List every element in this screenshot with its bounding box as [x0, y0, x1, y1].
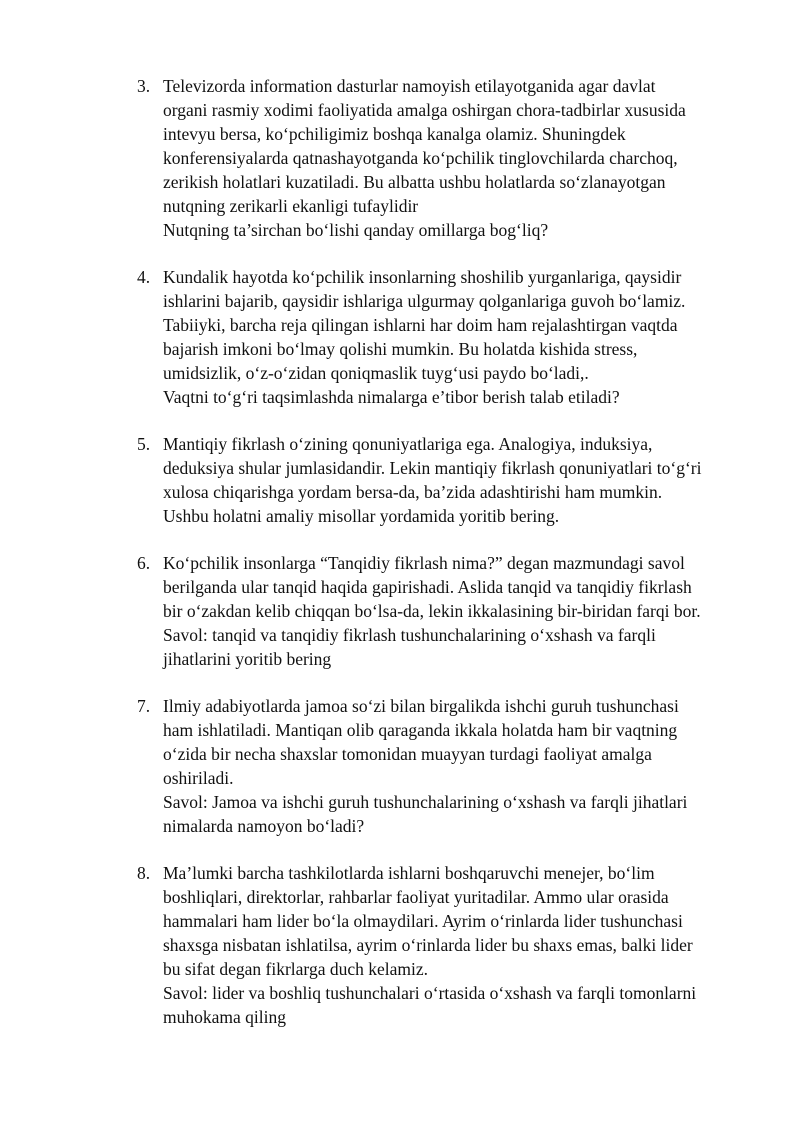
- text-line: nimalarda namoyon bo‘ladi?: [163, 816, 365, 836]
- text-line: ham ishlatiladi. Mantiqan olib qaraganda ikkala holatda ham bir vaqtning: [163, 720, 678, 740]
- text-line: zerikish holatlari kuzatiladi. Bu albatta ushbu holatlarda so‘zlanayotgan: [163, 172, 666, 192]
- text-line: Televizorda information dasturlar namoyish etilayotganida agar davlat: [163, 76, 656, 96]
- item-number: 3.: [137, 76, 151, 96]
- list-item: [137, 74, 757, 242]
- text-line: jihatlarini yoritib bering: [163, 649, 332, 669]
- item-text: [163, 861, 757, 1029]
- item-number: 4.: [137, 267, 151, 287]
- text-line: bajarish imkoni bo‘lmay qolishi mumkin. Bu holatda kishida stress,: [163, 339, 638, 359]
- text-line: Savol: Jamoa va ishchi guruh tushunchalarining o‘xshash va farqli jihatlari: [163, 792, 688, 812]
- item-text: [163, 432, 757, 528]
- text-line: berilganda ular tanqid haqida gapirishadi. Aslida tanqid va tanqidiy fikrlash: [163, 577, 692, 597]
- text-line: muhokama qiling: [163, 1007, 286, 1027]
- text-line: shaxsga nisbatan ishlatilsa, ayrim o‘rinlarda lider bu shaxs emas, balki lider: [163, 935, 693, 955]
- item-number: 8.: [137, 863, 151, 883]
- text-line: Kundalik hayotda ko‘pchilik insonlarning shoshilib yurganlariga, qaysidir: [163, 267, 682, 287]
- text-line: oshiriladi.: [163, 768, 234, 788]
- text-line: Tabiiyki, barcha reja qilingan ishlarni har doim ham rejalashtirgan vaqtda: [163, 315, 678, 335]
- item-text: [163, 694, 757, 838]
- text-line: bu sifat degan fikrlarga duch kelamiz.: [163, 959, 428, 979]
- list-item: [137, 265, 757, 409]
- item-number: 5.: [137, 434, 151, 454]
- text-line: nutqning zerikarli ekanligi tufaylidir: [163, 196, 419, 216]
- text-line: Ma’lumki barcha tashkilotlarda ishlarni boshqaruvchi menejer, bo‘lim: [163, 863, 655, 883]
- item-text: [163, 551, 757, 671]
- item-number: 7.: [137, 696, 151, 716]
- text-line: bir o‘zakdan kelib chiqqan bo‘lsa-da, lekin ikkalasining bir-biridan farqi bor.: [163, 601, 701, 621]
- text-line: Vaqtni to‘g‘ri taqsimlashda nimalarga e’tibor berish talab etiladi?: [163, 387, 620, 407]
- text-line: Ilmiy adabiyotlarda jamoa so‘zi bilan birgalikda ishchi guruh tushunchasi: [163, 696, 679, 716]
- text-line: ishlarini bajarib, qaysidir ishlariga ulgurmay qolganlariga guvoh bo‘lamiz.: [163, 291, 686, 311]
- text-line: Nutqning ta’sirchan bo‘lishi qanday omillarga bog‘liq?: [163, 220, 549, 240]
- list-item: [137, 551, 757, 671]
- text-line: Mantiqiy fikrlash o‘zining qonuniyatlariga ega. Analogiya, induksiya,: [163, 434, 653, 454]
- text-line: Ushbu holatni amaliy misollar yordamida yoritib bering.: [163, 506, 560, 526]
- text-line: intevyu bersa, ko‘pchiligimiz boshqa kanalga olamiz. Shuningdek: [163, 124, 626, 144]
- item-text: [163, 265, 757, 409]
- text-line: konferensiyalarda qatnashayotganda ko‘pchilik tinglovchilarda charchoq,: [163, 148, 678, 168]
- question-list: [137, 74, 757, 1052]
- text-line: hammalari ham lider bo‘la olmaydilari. Ayrim o‘rinlarda lider tushunchasi: [163, 911, 683, 931]
- item-text: [163, 74, 757, 242]
- text-line: xulosa chiqarishga yordam bersa-da, ba’zida adashtirishi ham mumkin.: [163, 482, 663, 502]
- text-line: o‘zida bir necha shaxslar tomonidan muayyan turdagi faoliyat amalga: [163, 744, 652, 764]
- list-item: [137, 861, 757, 1029]
- text-line: organi rasmiy xodimi faoliyatida amalga oshirgan chora-tadbirlar xususida: [163, 100, 686, 120]
- list-item: [137, 432, 757, 528]
- text-line: boshliqlari, direktorlar, rahbarlar faoliyat yuritadilar. Ammo ular orasida: [163, 887, 669, 907]
- text-line: Savol: tanqid va tanqidiy fikrlash tushunchalarining o‘xshash va farqli: [163, 625, 656, 645]
- text-line: Savol: lider va boshliq tushunchalari o‘rtasida o‘xshash va farqli tomonlarni: [163, 983, 697, 1003]
- text-line: Ko‘pchilik insonlarga “Tanqidiy fikrlash nima?” degan mazmundagi savol: [163, 553, 685, 573]
- text-line: deduksiya shular jumlasidandir. Lekin mantiqiy fikrlash qonuniyatlari to‘g‘ri: [163, 458, 702, 478]
- item-number: 6.: [137, 553, 151, 573]
- text-line: umidsizlik, o‘z-o‘zidan qoniqmaslik tuyg‘usi paydo bo‘ladi,.: [163, 363, 589, 383]
- list-item: [137, 694, 757, 838]
